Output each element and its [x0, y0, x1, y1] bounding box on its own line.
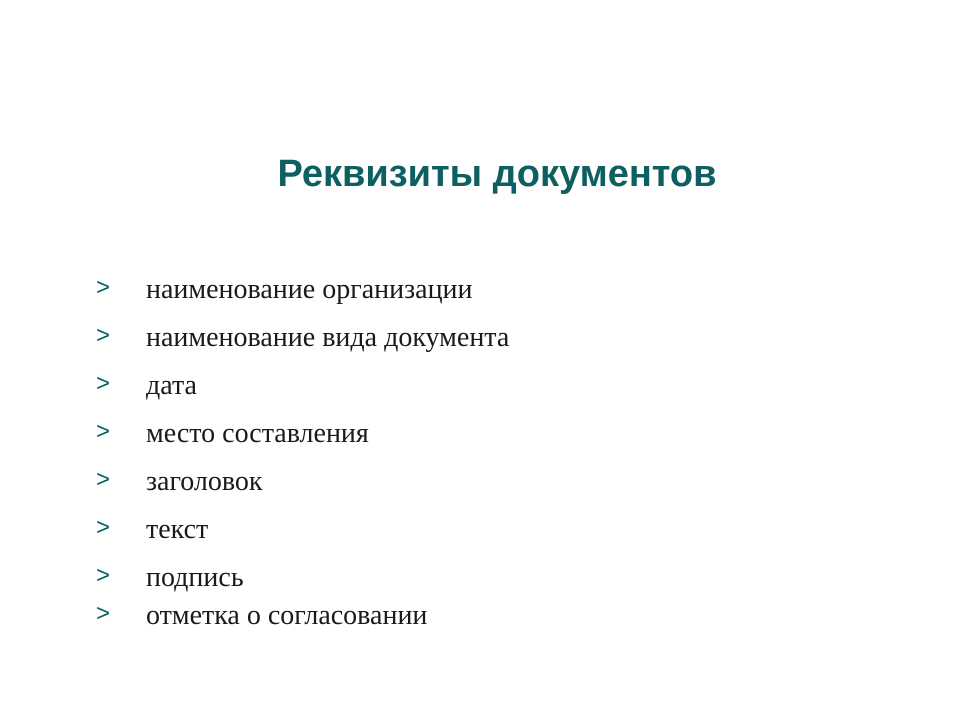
bullet-arrow-icon: > — [96, 418, 111, 445]
list-item — [0, 562, 700, 598]
list-item — [0, 322, 700, 358]
list-item — [0, 600, 700, 636]
list-item — [0, 466, 700, 502]
bullet-arrow-icon: > — [96, 370, 111, 397]
slide-title: Реквизиты документов — [277, 153, 717, 195]
bullet-arrow-icon: > — [96, 562, 111, 589]
bullet-arrow-icon: > — [96, 514, 111, 541]
list-item-text: наименование вида документа — [146, 322, 510, 353]
list-item-text: место составления — [146, 418, 369, 449]
list-item-text: подпись — [146, 562, 244, 593]
list-item-text: дата — [146, 370, 197, 401]
list-item-text: наименование организации — [146, 274, 473, 305]
list-item — [0, 514, 700, 550]
list-item — [0, 274, 700, 310]
list-item-text: заголовок — [146, 466, 263, 497]
bullet-arrow-icon: > — [96, 322, 111, 349]
bullet-arrow-icon: > — [96, 274, 111, 301]
list-item — [0, 418, 700, 454]
list-item — [0, 370, 700, 406]
list-item-text: отметка о согласовании — [146, 600, 428, 631]
list-item-text: текст — [146, 514, 209, 545]
bullet-arrow-icon: > — [96, 600, 111, 627]
bullet-arrow-icon: > — [96, 466, 111, 493]
